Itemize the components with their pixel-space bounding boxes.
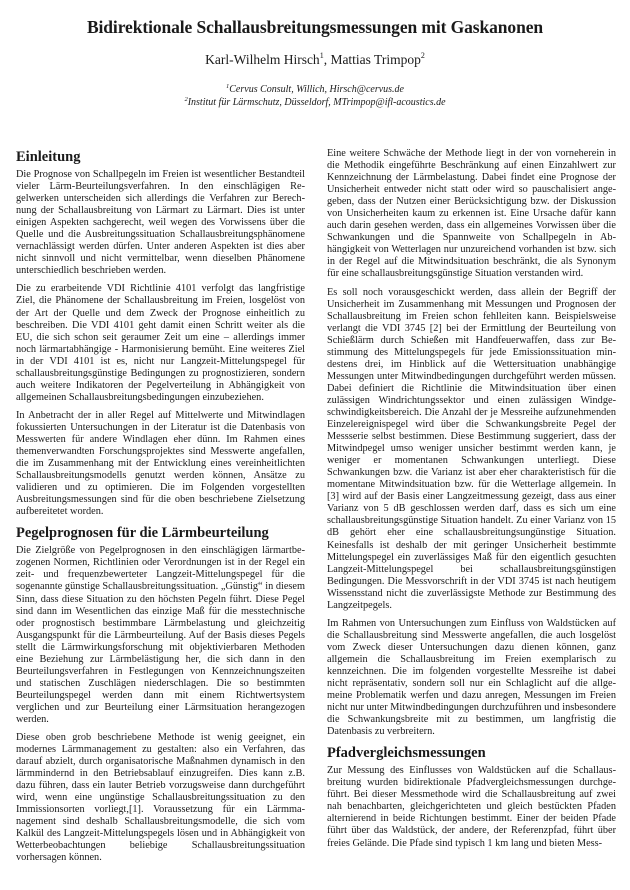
left-column bbox=[16, 148, 305, 871]
affiliation-superscript: 2 bbox=[184, 96, 188, 103]
author-line bbox=[0, 51, 630, 68]
author-separator: , bbox=[323, 52, 331, 67]
affiliation-text: Cervus Consult, Willich, Hirsch@cervus.de bbox=[229, 84, 404, 95]
author-superscript: 1 bbox=[319, 51, 324, 60]
author-name: Karl-Wilhelm Hirsch bbox=[205, 52, 320, 67]
paragraph: Die zu erarbeitende VDI Richtlinie 4101 verfolgt das langfristige Ziel, die Phänomene der Schallausbreitung im Freien, losgelöst von der Art der Quelle und dem Zweck der Prognose einheitlich zu beschreiben. Die VDI 4101 geht damit einen Schritt weiter als die EU, die sich schon seit geraumer Zeit um eine – allerdings immer noch lärmartabhängige - Harmonisierung bemüht. Eine weiteres Ziel in der VDI 4101 ist es, nicht nur Langzeit-Mittelungspegel für schallausbreitungsgünstige Bedingungen zu prognostizieren, sondern auch weitere Indikatoren der Pegelverteilung in Abhängigkeit von allgemeinen Schallausbreitungsbedingungen einzubeziehen. bbox=[16, 283, 305, 403]
paragraph: Eine weitere Schwäche der Methode liegt in der von vorneherein in die Methodik eingeführte Beschränkung auf einen Einzahlwert zur Kennzeichnung der Lärmbelastung. Dabei findet eine Prognose der Unsicherheit entweder nicht statt oder wird so pauschalisiert angegeben, dass der Nutzen einer Berücksichtigung bzw. der Diskussion von Unsicherheiten kaum zu erkennen ist. Eine Ursache dafür kann auch darin gesehen werden, dass ein allgemeines Vorwissen über die Schwankungen und die Spannweite von Schallpegeln in Abhängigkeit von Wetterlagen nur unzureichend vorhanden ist bzw. sich in der Regel auf die Mitwindsituation beschränkt, die als Synonym für eine schallausbreitungsgünstige Situation verstanden wird. bbox=[327, 148, 616, 280]
section-heading-pfadvergleich: Pfadvergleichsmessungen bbox=[327, 745, 486, 762]
affiliation bbox=[0, 83, 630, 95]
paragraph: Die Prognose von Schallpegeln im Freien ist wesentlicher Bestandteil vieler Lärm-Beurteilungsverfahren. In den einschlägigen Regelwerken unterscheiden sich allerdings die Verfahren zur Berechnung der Schallausbreitung von Lärmart zu Lärmart. Dies ist unter einigen Aspekten sachgerecht, weil wegen des Vorwissens über die Quelle und die Ausbreitungssituation Schallausbreitungsphänomene vernachlässigt werden dürfen. Unter anderen Aspekten ist dies aber nicht sinnvoll und nicht vermittelbar, wenn dieselben Phänomene unterschiedlich beschrieben werden. bbox=[16, 169, 305, 277]
paragraph: Im Rahmen von Untersuchungen zum Einfluss von Waldstücken auf die Schallausbreitung sind Messwerte angefallen, die auch losgelöst vom Zweck dieser Untersuchungen dazu dienen können, ganz allgemein die Schallausbreitung im Freien exemplarisch zu kennzeichnen. Die im folgenden vorgestellte Messreihe ist dabei nicht repräsentativ, sondern soll nur ein Schlaglicht auf die allgemeine Problematik werfen und dazu anregen, Messungen im Freien nicht nur unter Mitwindbedingungen durchzuführen und insbesondere die Schwankungsbreite mit zu bestimmen, um langfristig die Datenbasis zu verbreitern. bbox=[327, 617, 616, 738]
affiliation bbox=[0, 96, 630, 108]
section-heading-pegelprognosen: Pegelprognosen für die Lärmbeurteilung bbox=[16, 525, 269, 542]
right-column bbox=[327, 148, 616, 856]
paragraph: Die Zielgröße von Pegelprognosen in den einschlägigen lärmartbezogenen Normen, Richtlinien oder Verordnungen ist in der Regel ein zeit- und frequenzbewerteter Langzeit-Mittelungspegel für die sogenannte günstige Schallausbreitungssituation. „Günstig“ in diesem Sinn, dass diese Situation zu den höchsten Pegeln führt. Diese Pegel sind dann im Wesentlichen das einzige Maß für die messtechnische oder prognostisch bestimmbare Lärmbelastung und gleichzeitig Ausgangspunkt für die Lärmbeurteilung. Auf der Basis dieses Pegels stellt die Lärmwirkungsforschung mit objektivierbaren Methoden eine Beziehung zur Lärmbelästigung her, die sich dann in den Beurteilungsverfahren in Festlegungen von Kennzeichnungszeiten und statischen Zuschlägen niederschlagen. Die so bestimmten Beurteilungspegel werden dann mit einem Richtwertsystem verglichen und zur Beurteilung einer Lärmsituation herangezogen werden. bbox=[16, 545, 305, 725]
paragraph: Es soll noch vorausgeschickt werden, dass allein der Begriff der Unsicherheit im Zusammenhang mit Messungen und Prognosen der Schallausbreitung im Freien schon fehlleiten kann. Beispielsweise verlangt die VDI 3745 [2] bei der Ermittlung der Beurteilung von Schießlärm durch Schießen mit Handfeuerwaffen, dass zur Bestimmung des Mittelungspegels für jede Emissionssituation mindestens drei, im Hinblick auf die Wettersituation unabhängige Messungen unter Mitwindbedingungen durchgeführt werden müssen. Dabei definiert die Richtlinie die Mitwindsituation über einen zulässigen Windrichtungssektor und einen zulässigen Windgeschwindigkeitsbereich. Die Anzahl der je Messreihe aufzunehmenden Einzelereignispegel wird über die Schwankungsbreite Pegel der Messserie selbst bestimmen. Diese Bestimmung suggeriert, dass der Mitwindpegel umso weniger unsicher bestimmt werden kann, je weniger er momentanen Schwankungen unterliegt. Diese Schwankungen bzw. die Varianz ist aber eher charakteristisch für die momentane Mitwindsituation bzw. für die Wetterlage allgemein. In [3] wird auf der Basis einer Langzeitmessung gezeigt, dass aus einer Varianz von 5 dB geschlossen werden darf, dass es sich um eine schallausbreitungsgünstige Situation handelt. Zu einer Varianz von 15 dB gehört eher eine schallausbreitungsungünstige Situation. Keinesfalls ist deshalb der mit geringer Unsicherheit bestimmte Mittelungspegel ein zuverlässiges Maß für den eigentlich gesuchten Langzeit-Mittelungspegel bei schallausbreitungsgünstigen Bedingungen. Die Messvorschrift in der VDI 3745 ist nach heutigem Wissensstand nicht die zuverlässigste Methode zur Bestimmung des Langzeitpegels. bbox=[327, 286, 616, 611]
author-superscript: 2 bbox=[420, 51, 425, 60]
paragraph: Zur Messung des Einflusses von Waldstücken auf die Schallausbreitung wurden bidirektionale Pfadvergleichsmessungen durchgeführt. Bei dieser Messmethode wird die Schallausbreitung auf zwei nah benachbarten, gleichgerichteten und gleich bestückten Pfaden alternierend in beide Richtungen bestimmt. Einer der beiden Pfade führt über das Waldstück, der andere, der Referenzpfad, führt über freies Gelände. Die Pfade sind typisch 1 km lang und bieten Mess- bbox=[327, 765, 616, 849]
paragraph: Diese oben grob beschriebene Methode ist wenig geeignet, ein modernes Lärmmanagement zu gestalten: also ein Verfahren, das darauf abzielt, durch organisatorische Maßnahmen dynamisch in den lärmmindernd in den Betriebsablauf einzugreifen. Dies kann z.B. dazu führen, dass ein lauter Betrieb vorzugsweise dann durchgeführt wird, wenn eine ungünstige Schallausbreitungssituation zu den Immissionsorten vorliegt,[1]. Voraussetzung für ein Lärmmanagement sind deshalb Schallausbreitungsmodelle, die sich vom Kalkül des Langzeit-Mittelungspegels lösen und in Abhängigkeit von Wetterbeobachtungen beliebige Schallausbreitungssituation vorhersagen können. bbox=[16, 732, 305, 864]
affiliation-text: Institut für Lärmschutz, Düsseldorf, MTrimpop@ifl-acoustics.de bbox=[187, 97, 446, 108]
affiliation-superscript: 1 bbox=[226, 83, 230, 90]
paper-title: Bidirektionale Schallausbreitungsmessungen mit Gaskanonen bbox=[86, 17, 544, 37]
paragraph: In Anbetracht der in aller Regel auf Mittelwerte und Mitwindlagen fokussierten Untersuchungen in der Literatur ist die Datenbasis von Messwerten für andere Windlagen eher dünn. Im Rahmen eines themenverwandten Forschungsprojektes sind Messwerte angefallen, die im Zusammenhang mit der Entwicklung eines vereinheitlichten Schallausbreitungsmodells genutzt werden können, Ansätze zu validieren und zu optimieren. Die im Folgenden vorgestellten Ausbreitungsmessungen sind für die oben beschriebene Zielsetzung aufbereitetet worden. bbox=[16, 409, 305, 518]
author-name: Mattias Trimpop bbox=[330, 52, 421, 67]
section-heading-einleitung: Einleitung bbox=[16, 149, 81, 165]
